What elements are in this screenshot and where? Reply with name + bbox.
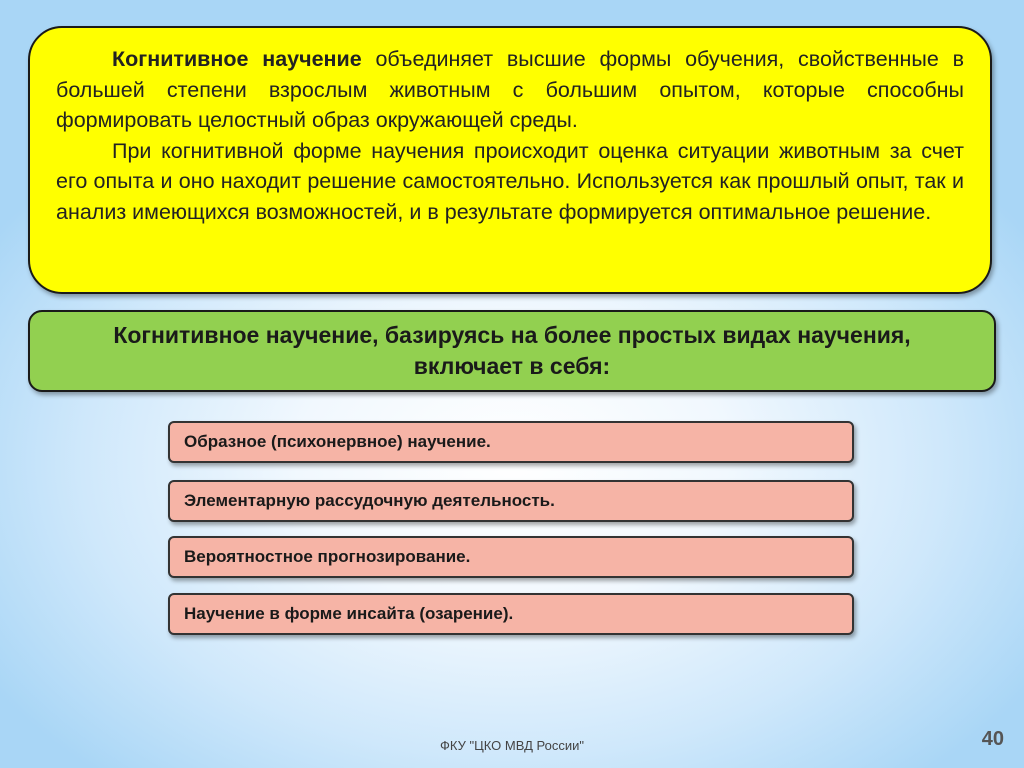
list-item-label: Научение в форме инсайта (озарение). [184, 604, 514, 623]
definition-paragraph-1 [56, 44, 964, 136]
list-item-label: Вероятностное прогнозирование. [184, 547, 471, 566]
list-item [168, 536, 854, 578]
heading-text: Когнитивное научение, базируясь на более простых видах научения, включает в себя: [113, 322, 911, 379]
list-item-label: Элементарную рассудочную деятельность. [184, 491, 555, 510]
list-item [168, 480, 854, 522]
page-number: 40 [981, 728, 1004, 750]
list-item-label: Образное (психонервное) научение. [184, 432, 491, 451]
definition-term: Когнитивное научение [112, 47, 362, 71]
definition-text: объединяет высшие формы обучения, свойственные в большей степени взрослым животным с большим опытом, которые способны формировать целостный образ окружающей среды. [56, 47, 964, 132]
heading-panel [28, 310, 996, 392]
footer-text: ФКУ "ЦКО МВД России" [440, 738, 584, 753]
list-item [168, 593, 854, 635]
list-item [168, 421, 854, 463]
definition-paragraph-2: При когнитивной форме научения происходит оценка ситуации животным за счет его опыта и оно находит решение самостоятельно. Используется как прошлый опыт, так и анализ имеющихся возможностей, и в результате формируется оптимальное решение. [56, 138, 964, 224]
definition-panel [28, 26, 992, 294]
